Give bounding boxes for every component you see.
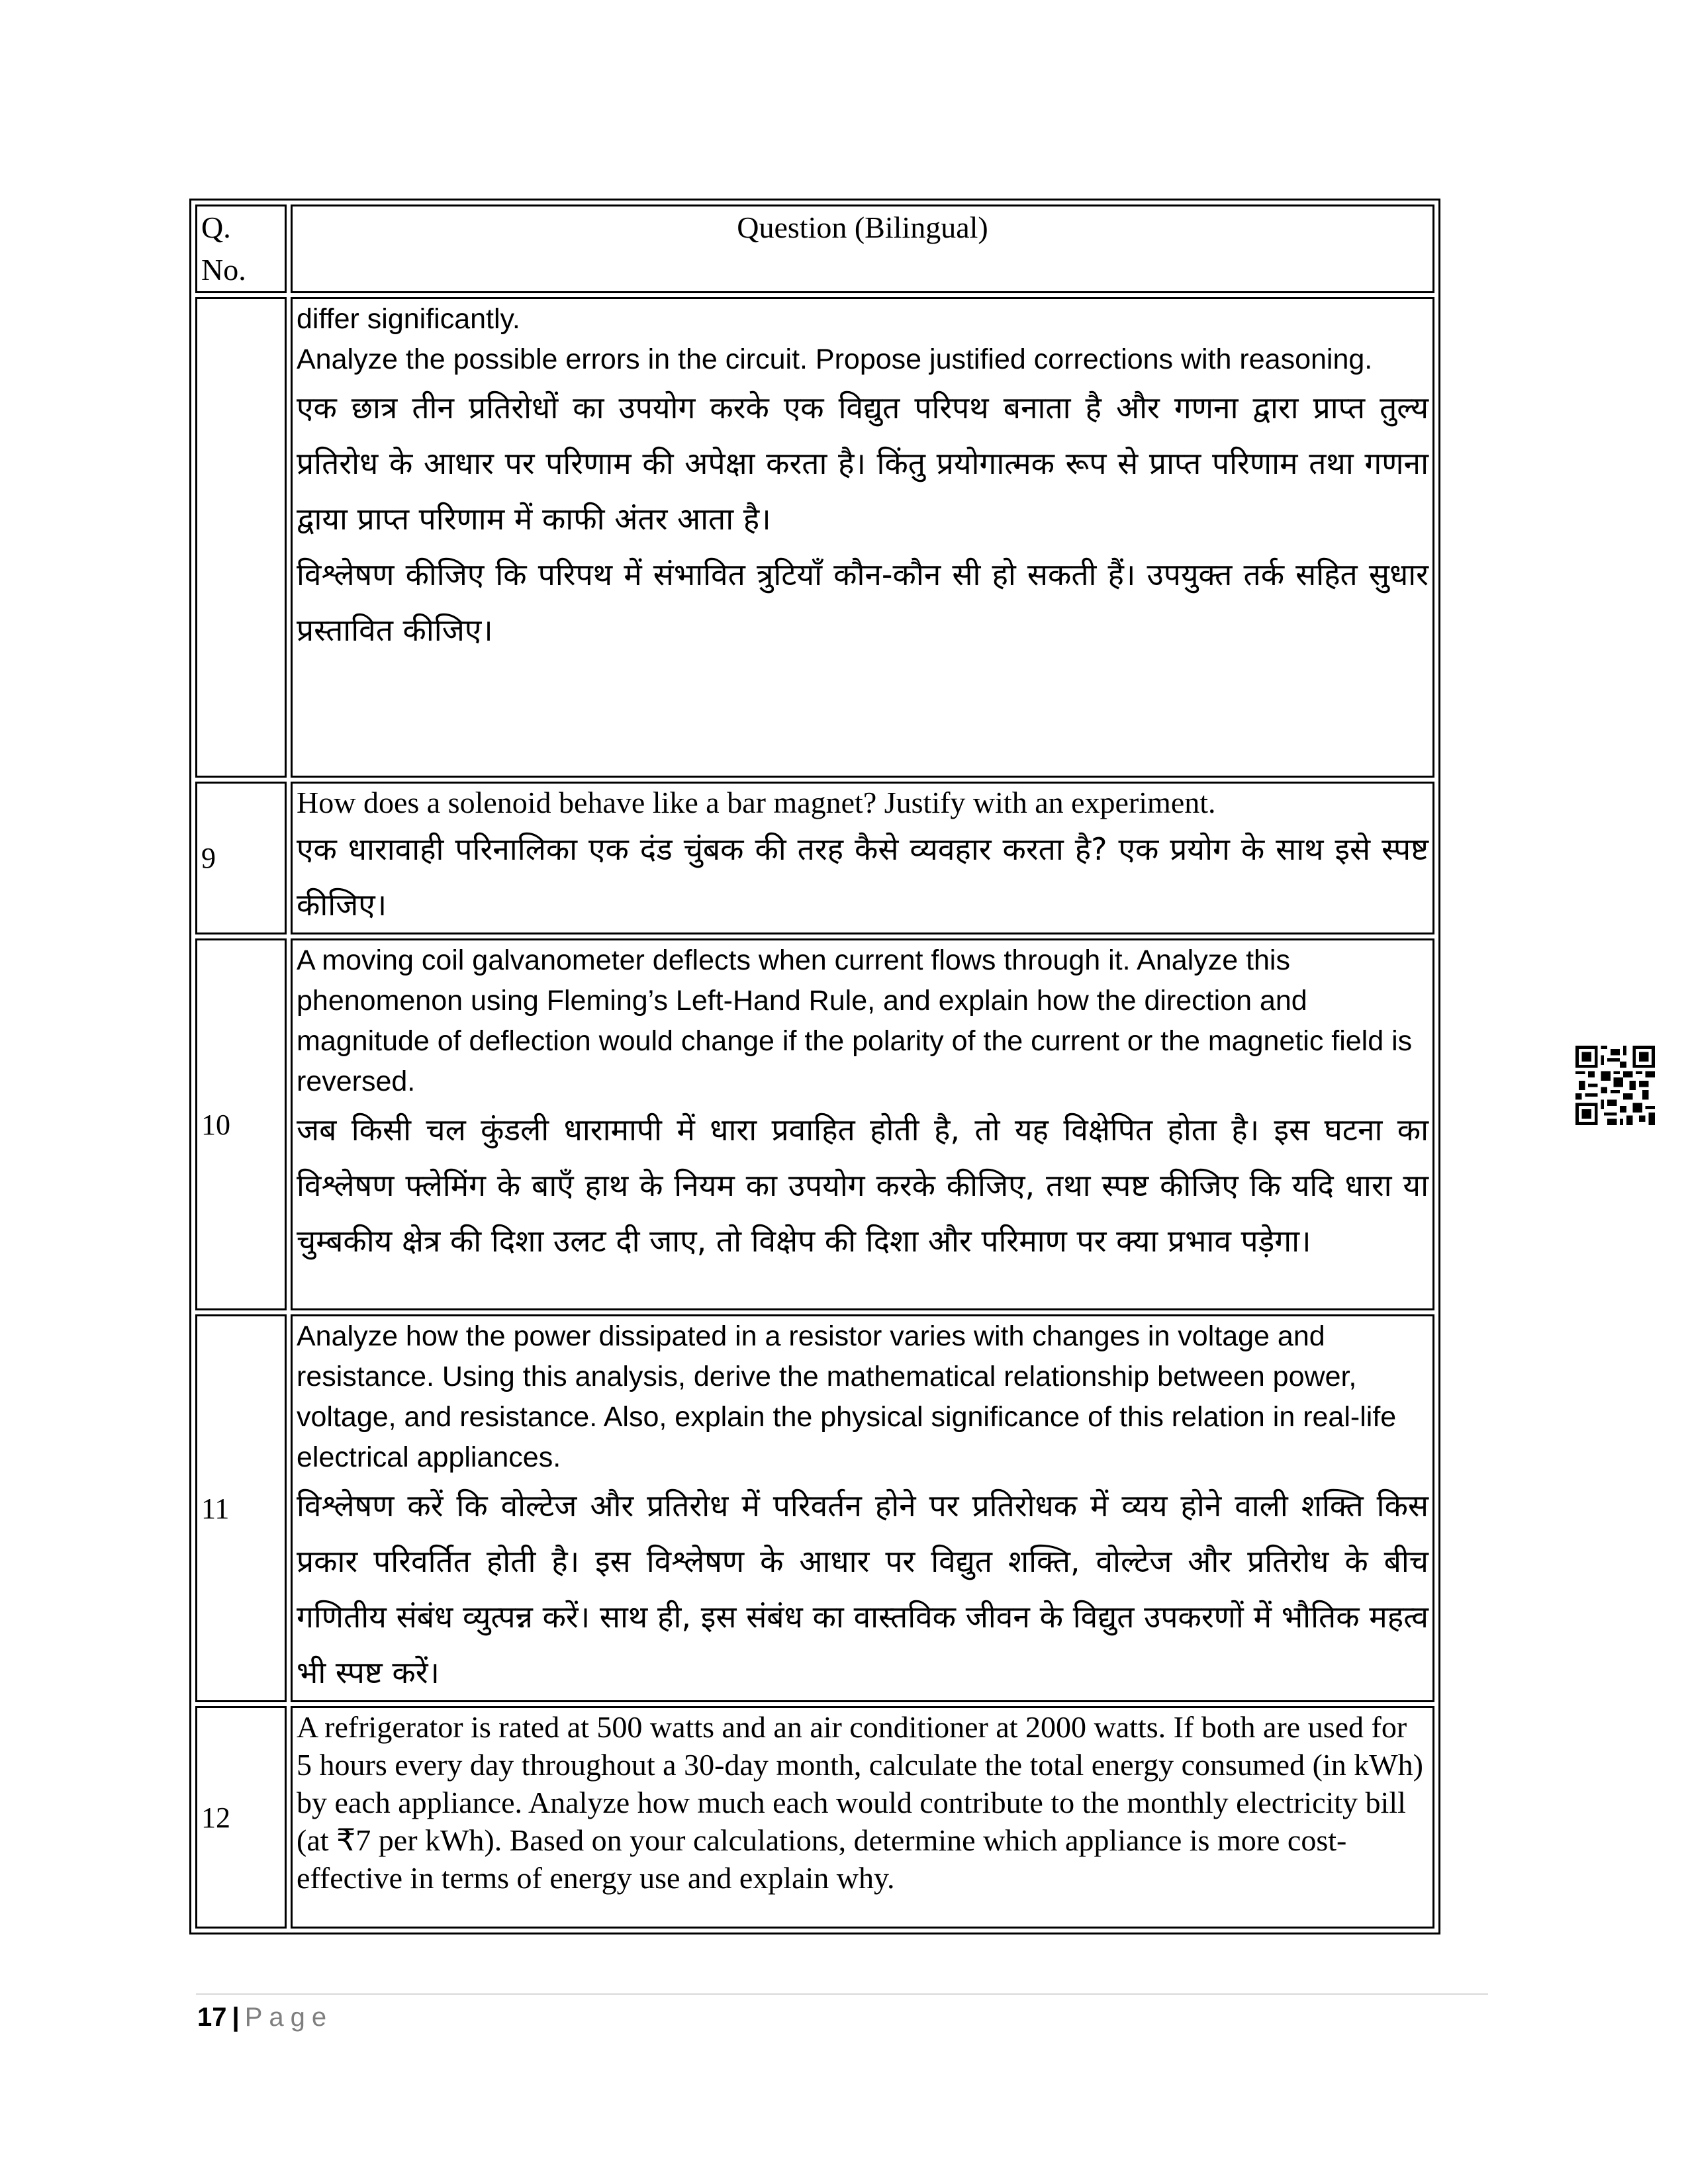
question-cell [291,782,1434,934]
qr-code-icon [1575,1046,1655,1125]
table-row [195,938,1434,1310]
question-cell [291,1314,1434,1702]
question-number: 9 [195,782,287,934]
qno-cell-empty [195,297,287,778]
question-english-line: Analyze the possible errors in the circuit. Propose justified corrections with reasoning. [297,343,1373,375]
question-number: 11 [195,1314,287,1702]
page-footer [197,1997,333,2037]
question-english-text: A refrigerator is rated at 500 watts and an air conditioner at 2000 watts. If both are used for 5 hours every day throughout a 30-day month, calculate the total energy consumed (in kWh) by each appliance. Analyze how much each would contribute to the monthly electricity bill (at ₹7 per kWh). Based on your calculations, determine which appliance is more cost-effective in terms of energy use and explain why. [297,1710,1423,1895]
page-label: Page [244,2003,334,2032]
question-hindi-text: विश्लेषण करें कि वोल्टेज और प्रतिरोध में परिवर्तन होने पर प्रतिरोधक में व्यय होने वाली शक्ति किस प्रकार परिवर्तित होती है। इस विश्लेषण के आधार पर विद्युत शक्ति, वोल्टेज और प्रतिरोध के बीच गणितीय संबंध व्युत्पन्न करें। साथ ही, इस संबंध का वास्तविक जीवन के विद्युत उपकरणों में भौतिक महत्व भी स्पष्ट करें। [297,1488,1429,1690]
question-cell [291,938,1434,1310]
question-cell [291,297,1434,778]
question-number: 10 [195,938,287,1310]
footer-divider [196,1993,1488,1995]
table-header-row [195,205,1434,293]
page-number: 17 [197,2003,227,2032]
question-english-text: A moving coil galvanometer deflects when current flows through it. Analyze this phenomenon using Fleming’s Left-Hand Rule, and explain how the direction and magnitude of deflection would change if the polarity of the current or the magnetic field is reversed. [297,944,1413,1097]
question-hindi-text: विश्लेषण कीजिए कि परिपथ में संभावित त्रुटियाँ कौन-कौन सी हो सकती हैं। उपयुक्त तर्क सहित सुधार प्रस्तावित कीजिए। [297,557,1429,648]
table-row [195,1706,1434,1929]
table-row [195,1314,1434,1702]
table-row [195,782,1434,934]
question-hindi-text: एक धारावाही परिनालिका एक दंड चुंबक की तरह कैसे व्यवहार करता है? एक प्रयोग के साथ इसे स्पष्ट कीजिए। [297,831,1429,923]
question-english-line: differ significantly. [297,303,520,335]
question-english-text: How does a solenoid behave like a bar magnet? Justify with an experiment. [297,786,1216,819]
question-header: Question (Bilingual) [291,205,1434,293]
question-number: 12 [195,1706,287,1929]
qno-header: Q. No. [195,205,287,293]
footer-separator: | [232,2003,240,2032]
question-cell [291,1706,1434,1929]
question-table [189,199,1440,1934]
question-hindi-text: जब किसी चल कुंडली धारामापी में धारा प्रवाहित होती है, तो यह विक्षेपित होता है। इस घटना का विश्लेषण फ्लेमिंग के बाएँ हाथ के नियम का उपयोग करके कीजिए, तथा स्पष्ट कीजिए कि यदि धारा या चुम्बकीय क्षेत्र की दिशा उलट दी जाए, तो विक्षेप की दिशा और परिमाण पर क्या प्रभाव पड़ेगा। [297,1112,1429,1259]
table-row [195,297,1434,778]
question-hindi-text: एक छात्र तीन प्रतिरोधों का उपयोग करके एक विद्युत परिपथ बनाता है और गणना द्वारा प्राप्त तुल्य प्रतिरोध के आधार पर परिणाम की अपेक्षा करता है। किंतु प्रयोगात्मक रूप से प्राप्त परिणाम तथा गणना द्वाया प्राप्त परिणाम में काफी अंतर आता है। [297,390,1429,537]
question-english-text: Analyze how the power dissipated in a resistor varies with changes in voltage and resistance. Using this analysis, derive the mathematical relationship between power, voltage, and resistance. Also, explain the physical significance of this relation in real-life electrical appliances. [297,1320,1397,1473]
